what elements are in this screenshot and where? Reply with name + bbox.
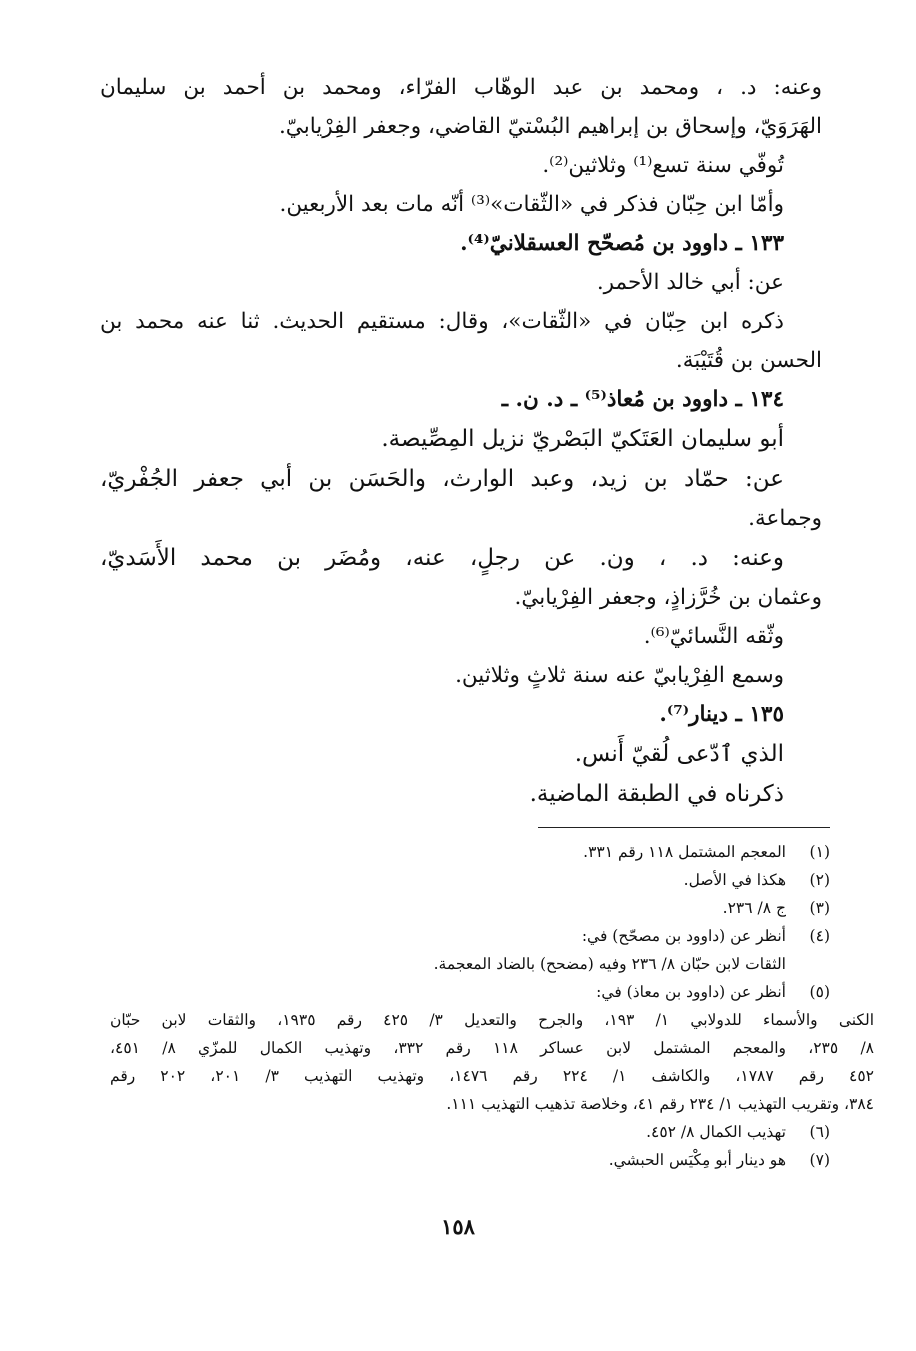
footnote-text: ٣٨٤، وتقريب التهذيب ١/ ٢٣٤ رقم ٤١، وخلاصة تذهيب التهذيب ١١١. xyxy=(446,1095,874,1113)
text-line: أبو سليمان العَتَكيّ البَصْريّ نزيل المِصِّيصة. xyxy=(381,426,784,452)
footnote-continuation xyxy=(110,1006,874,1034)
text-line: وعنه: د. ، ومحمد بن عبد الوهّاب الفرّاء، ومحمد بن أحمد بن سليمان xyxy=(100,75,822,100)
text-line: الذي ٱدّعى لُقيّ أَنس. xyxy=(574,741,784,767)
footnote-continuation xyxy=(110,1090,874,1118)
footnotes xyxy=(110,838,874,1174)
footnote-continuation xyxy=(110,1034,874,1062)
footnote-number: (٦) xyxy=(809,1123,830,1141)
footnote-number xyxy=(786,950,830,978)
footnote-text: الكنى والأسماء للدولابي ١/ ١٩٣، والجرح والتعديل ٣/ ٤٢٥ رقم ١٩٣٥، والثقات لابن حبّان xyxy=(110,1011,874,1029)
entry-heading-133: ١٣٣ ـ داوود بن مُصحّح العسقلانيّ⁽⁴⁾. xyxy=(460,231,784,256)
footnote xyxy=(110,1146,830,1174)
entry-heading-135: ١٣٥ ـ دينار⁽⁷⁾. xyxy=(659,702,784,727)
text-line: وأمّا ابن حِبّان فذكر في «الثّقات»⁽³⁾ أنّه مات بعد الأربعين. xyxy=(279,192,784,217)
footnote xyxy=(110,838,830,866)
page-number: ١٥٨ xyxy=(441,1214,475,1239)
text-line: تُوفّي سنة تسع⁽¹⁾ وثلاثين⁽²⁾. xyxy=(542,153,784,178)
text-line: عن: حمّاد بن زيد، وعبد الوارث، والحَسَن بن أبي جعفر الجُفْريّ، xyxy=(100,466,784,492)
text-line: وعثمان بن خُرَّزاذٍ، وجعفر الفِرْيابيّ. xyxy=(514,585,822,610)
text-line: وعنه: د. ، ون. عن رجلٍ، عنه، ومُضَر بن محمد الأَسَديّ، xyxy=(100,545,784,571)
footnote-text: ج ٨/ ٢٣٦. xyxy=(722,899,786,917)
footnote-number: (٧) xyxy=(809,1151,830,1169)
main-text xyxy=(100,68,822,814)
footnote-number: (٣) xyxy=(809,899,830,917)
footnote-number: (١) xyxy=(809,843,830,861)
text-line: وثّقه النَّسائيّ⁽⁶⁾. xyxy=(643,624,784,649)
footnote-separator xyxy=(538,827,830,828)
footnote-text: المعجم المشتمل ١١٨ رقم ٣٣١. xyxy=(583,843,786,861)
footnote-text: أنظر عن (داوود بن مصحّح) في: xyxy=(581,927,786,945)
text-line: وسمع الفِرْيابيّ عنه سنة ثلاثٍ وثلاثين. xyxy=(455,663,784,688)
footnote xyxy=(110,922,830,950)
footnote-number: (٥) xyxy=(809,983,830,1001)
text-line: وجماعة. xyxy=(748,506,822,531)
footnote-text: أنظر عن (داوود بن معاذ) في: xyxy=(596,983,786,1001)
footnote-text: هكذا في الأصل. xyxy=(683,871,786,889)
footnote-number: (٤) xyxy=(809,927,830,945)
footnote xyxy=(110,866,830,894)
text-line: ذكرناه في الطبقة الماضية. xyxy=(529,781,784,807)
text-line: الحسن بن قُتَيْبَة. xyxy=(675,348,822,373)
footnote-text: هو دينار أبو مِكْيَس الحبشي. xyxy=(608,1151,786,1169)
footnote-text: ٤٥٢ رقم ١٧٨٧، والكاشف ١/ ٢٢٤ رقم ١٤٧٦، وتهذيب التهذيب ٣/ ٢٠١، ٢٠٢ رقم xyxy=(110,1067,874,1085)
footnote xyxy=(110,978,830,1006)
footnote xyxy=(110,1118,830,1146)
footnote-text: ٨/ ٢٣٥، والمعجم المشتمل لابن عساكر ١١٨ رقم ٣٣٢، وتهذيب الكمال للمزّي ٨/ ٤٥١، xyxy=(110,1039,874,1057)
text-line: عن: أبي خالد الأحمر. xyxy=(596,270,784,295)
footnote-text: تهذيب الكمال ٨/ ٤٥٢. xyxy=(646,1123,786,1141)
footnote-number: (٢) xyxy=(809,871,830,889)
text-line: الهَرَوَيّ، وإسحاق بن إبراهيم البُسْتيّ القاضي، وجعفر الفِرْيابيّ. xyxy=(278,114,822,139)
text-line: ذكره ابن حِبّان في «الثّقات»، وقال: مستقيم الحديث. ثنا عنه محمد بن xyxy=(100,309,784,334)
entry-heading-134: ١٣٤ ـ داوود بن مُعاذ⁽⁵⁾ ـ د. ن. ـ xyxy=(501,387,784,412)
footnote xyxy=(110,894,830,922)
footnote-continuation xyxy=(110,1062,874,1090)
footnote-text: الثقات لابن حبّان ٨/ ٢٣٦ وفيه (مضحح) بالضاد المعجمة. xyxy=(433,955,786,973)
footnote-continuation xyxy=(110,950,830,978)
